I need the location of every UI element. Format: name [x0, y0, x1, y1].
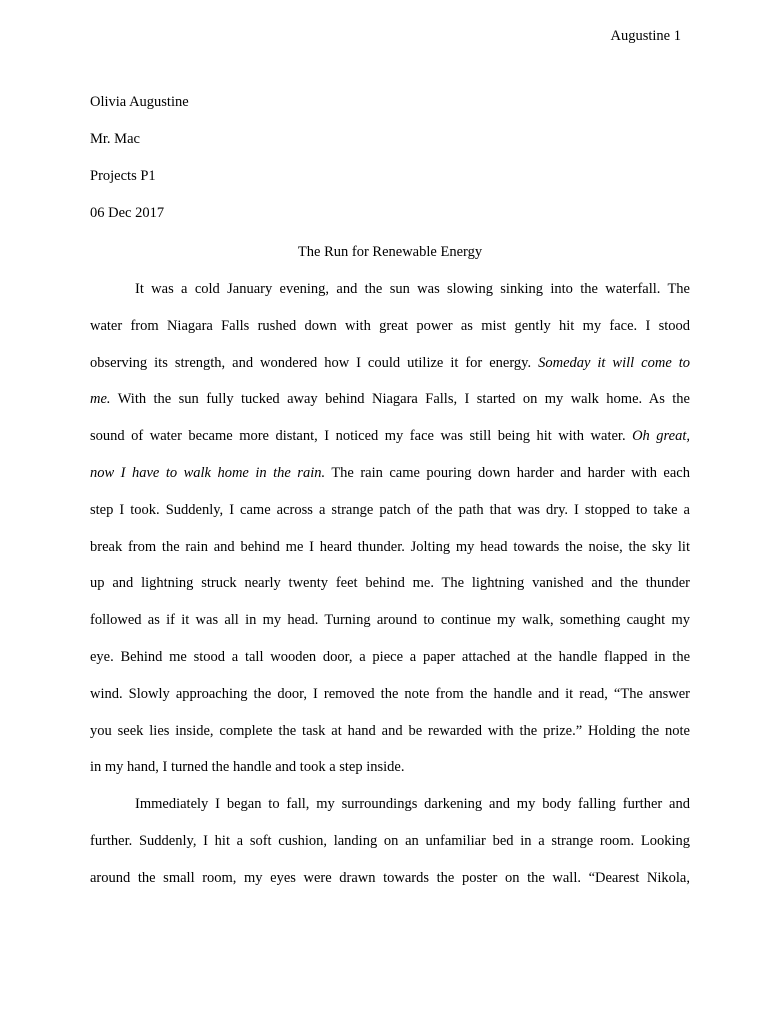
paragraph-line: step I took. Suddenly, I came across a strange patch of the path that was dry. I stopped to take a	[90, 501, 690, 518]
running-head: Augustine 1	[610, 28, 681, 44]
paragraph-line: followed as if it was all in my head. Turning around to continue my walk, something caught my	[90, 612, 690, 629]
class-name: Projects P1	[90, 168, 156, 184]
paragraph-line: eye. Behind me stood a tall wooden door, a piece a paper attached at the handle flapped in the	[90, 648, 690, 665]
paragraph-line	[90, 426, 690, 463]
paragraph-line: It was a cold January evening, and the sun was slowing sinking into the waterfall. The	[135, 281, 690, 297]
paragraph-line: break from the rain and behind me I heard thunder. Jolting my head towards the noise, the sky lit	[90, 538, 690, 555]
paragraph-line: Immediately I began to fall, my surroundings darkening and my body falling further and	[135, 796, 690, 813]
essay-date: 06 Dec 2017	[90, 205, 165, 221]
italic-text-run: me.	[90, 391, 111, 408]
paragraph-line: up and lightning struck nearly twenty feet behind me. The lightning vanished and the thunder	[90, 575, 690, 592]
italic-text-run: Someday it will come to	[538, 354, 691, 371]
text-run: sound of water became more distant, I noticed my face was still being hit with water.	[90, 428, 633, 445]
essay-body	[90, 92, 690, 905]
paragraph-line: further. Suddenly, I hit a soft cushion, landing on an unfamiliar bed in a strange room. Looking	[90, 832, 690, 849]
text-run: The rain came pouring down harder and harder with each	[325, 464, 690, 481]
paragraph-1	[90, 279, 690, 794]
paragraph-line: in my hand, I turned the handle and took a step inside.	[90, 759, 405, 776]
teacher-name: Mr. Mac	[90, 131, 140, 147]
italic-text-run: Oh great,	[632, 428, 690, 445]
paragraph-2	[90, 794, 690, 904]
paragraph-line	[90, 389, 690, 426]
student-name: Olivia Augustine	[90, 94, 189, 110]
paragraph-line	[90, 463, 690, 500]
text-run: observing its strength, and wondered how I could utilize it for energy.	[90, 354, 539, 371]
italic-text-run: now I have to walk home in the rain.	[90, 464, 326, 481]
paragraph-line: around the small room, my eyes were drawn towards the poster on the wall. “Dearest Nikola,	[90, 869, 690, 886]
paragraph-line: water from Niagara Falls rushed down with great power as mist gently hit my face. I stood	[90, 317, 690, 334]
paragraph-line	[90, 353, 690, 390]
text-run: With the sun fully tucked away behind Niagara Falls, I started on my walk home. As the	[110, 391, 690, 408]
paragraph-line: you seek lies inside, complete the task at hand and be rewarded with the prize.” Holding the note	[90, 722, 690, 739]
essay-title: The Run for Renewable Energy	[297, 244, 483, 260]
paragraph-line: wind. Slowly approaching the door, I removed the note from the handle and it read, “The answer	[90, 685, 690, 702]
